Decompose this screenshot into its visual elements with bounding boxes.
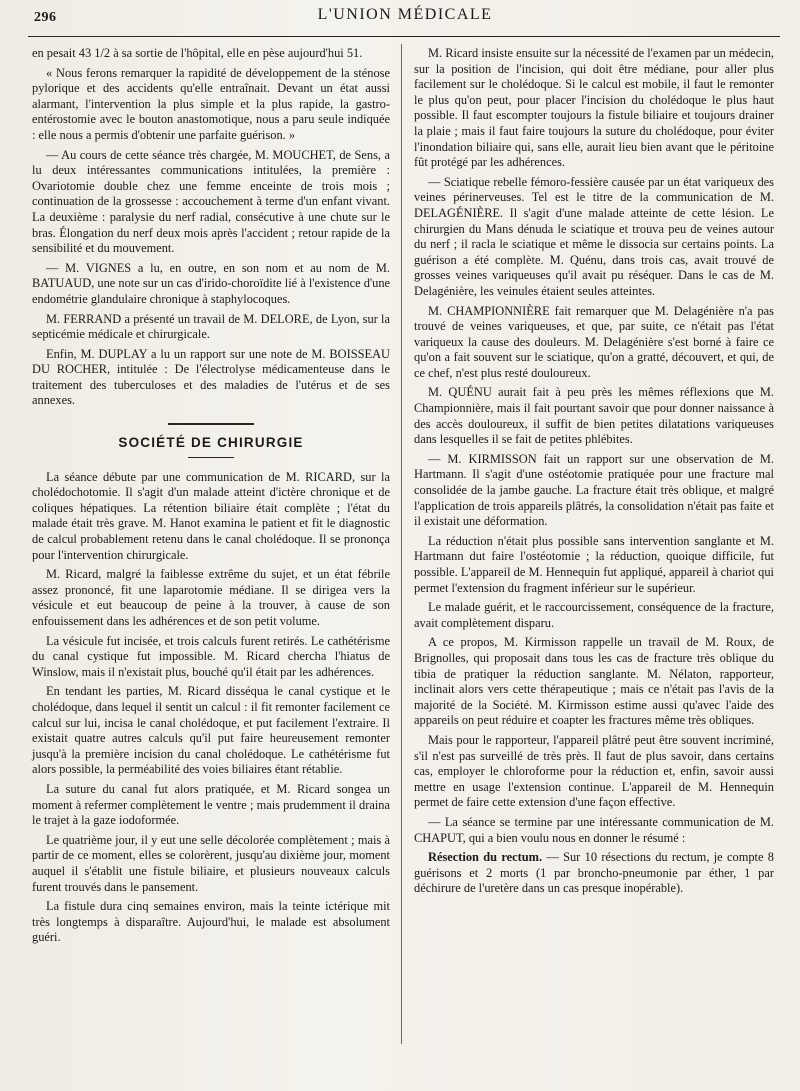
section-separator [168,423,254,425]
paragraph: La réduction n'était plus possible sans intervention sanglante et M. Hartmann dut faire l'ostéotomie ; la réduction, quoique difficile, fut possible. L'appareil de M. Hennequin fut appliqué, appareil à chariot qui permet l'extension du fragment inférieur sur le supérieur. [414,533,774,595]
page-header [28,4,782,26]
paragraph: M. Ricard, malgré la faiblesse extrême du sujet, et un état fébrile assez prononcé, fit une laparotomie médiane. Il se dirigea vers la vésicule et eut beaucoup de peine à la trouver, à cause de son enfouissement dans les adhérences et de son petit volume. [32,567,390,628]
section-underline [188,457,234,458]
running-title: L'UNION MÉDICALE [317,6,493,23]
paragraph: La séance débute par une communication de M. RICARD, sur la cholédochotomie. Il s'agit d'un malade atteint d'ictère chronique et de coliques hépatiques. La rétention biliaire était complète ; l'état du malade était très grave. M. Hanot examina le patient et fit le diagnostic de calcul probablement retenu dans le canal cholédoque. Il se prononça pour l'intervention chirurgicale. [32,469,390,562]
paragraph: Le quatrième jour, il y eut une selle décolorée complètement ; mais à partir de ce moment, elles se colorèrent, jusqu'au dixième jour, moment auquel il s'établit une fistule biliaire, et plusieurs nouveaux calculs furent trouvés dans le pansement. [32,832,390,894]
header-rule [28,36,780,37]
paragraph: — La séance se termine par une intéressante communication de M. CHAPUT, qui a bien voulu nous en donner le résumé : [414,814,774,845]
paragraph: — Sciatique rebelle fémoro-fessière causée par un état variqueux des veines périnerveuses. Tel est le titre de la communication de M. DELAGÉNIÈRE. Il s'agit d'une malade atteinte de cette lésion. Le chirurgien du Mans dénuda le sciatique et trouva peu de veines autour du nerf ; il racla le sciatique et même le dissocia sur certains points. La guérison a été complète. M. Quénu, dans trois cas, avait trouvé de grosses veines variqueuses qu'il avait pu réséquer. Dans le cas de M. Delagénière, les veinules étaient seules atteintes. [414,174,774,298]
paragraph: Le malade guérit, et le raccourcissement, conséquence de la fracture, avait complètement disparu. [414,600,774,630]
paragraph: M. QUÉNU aurait fait à peu près les mêmes réflexions que M. Championnière, mais il fait pourtant savoir que pour donner naissance à des accès douloureux, il suffit de bien petites dilatations variqueuses dans lesquelles il se fait de petites phlébites. [414,385,774,447]
paragraph: en pesait 43 1/2 à sa sortie de l'hôpital, elle en pèse aujourd'hui 51. [32,46,363,60]
section-title: SOCIÉTÉ DE CHIRURGIE [118,435,304,451]
paragraph: M. FERRAND a présenté un travail de M. DELORE, de Lyon, sur la septicémie médicale et chirurgicale. [32,311,390,342]
paragraph: A ce propos, M. Kirmisson rappelle un travail de M. Roux, de Brignolles, qui proposait dans tous les cas de fracture très oblique du tibia de pratiquer la réduction sanglante. M. Nélaton, rapporteur, inclinait alors vers cette thérapeutique ; mais ce n'était pas l'avis de la majorité de la Société. M. Kirmisson estime aussi qu'avec l'aide des appareils on peut réduire et coapter les fractures même très obliques. [414,635,774,728]
subsection-heading: Résection du rectum. [428,850,543,865]
paragraph: La vésicule fut incisée, et trois calculs furent retirés. Le cathétérisme du canal cystique fut impossible. M. Ricard chercha l'hiatus de Winslow, mais il n'existait plus, bouché qu'il était par les adhérences. [32,633,390,679]
paragraph: — M. KIRMISSON fait un rapport sur une observation de M. Hartmann. Il s'agit d'une ostéotomie pratiquée pour une fracture mal consolidée de la jambe gauche. La fracture était très oblique, et malgré l'application de trois appareils plâtrés, la consolidation n'était pas faite et il existait une déformation. [414,451,774,529]
paragraph: — M. VIGNES a lu, en outre, en son nom et au nom de M. BATUAUD, une note sur un cas d'irido-choroïdite lié à l'existence d'une endométrie glandulaire chronique à staphylocoques. [32,260,391,306]
paragraph: « Nous ferons remarquer la rapidité de développement de la sténose pylorique et des accidents qu'elle entraînait. Devant un état aussi alarmant, l'intervention la plus simple et la plus rapide, la gastro-entérostomie avec le bouton anastomotique, nous a paru seule indiquée : elle nous a permis d'obtenir une parfaite guérison. » [32,65,390,142]
paragraph [414,850,774,897]
paragraph: M. Ricard insiste ensuite sur la nécessité de l'examen par un médecin, sur la position de l'incision, qui doit être médiane, pour aller plus facilement sur le cholédoque. Si le calcul est mobile, il faut le remonter le plus qu'on peut, pour placer l'incision du cholédoque le plus haut possible. Il faut escompter toujours la fistule biliaire et toujours drainer la plaie ; mais il faut faire toujours la suture du cholédoque, pour éviter l'inondation biliaire qui, sans elle, aurait lieu bien avant que le péritoine fût protégé par les adhérences. [414,46,774,170]
paragraph: La suture du canal fut alors pratiquée, et M. Ricard songea un moment à refermer complètement le ventre ; mais prudemment il draina le trajet à la gaze iodoformée. [32,781,390,828]
paragraph: La fistule dura cinq semaines environ, mais la teinte ictérique mit très longtemps à disparaître. Aujourd'hui, le malade est absolument guéri. [32,899,390,945]
right-column [414,46,774,901]
paragraph: En tendant les parties, M. Ricard disséqua le canal cystique et le cholédoque, dans lequel il sentit un calcul : il fit remonter facilement ce calcul sur lui, incisa le canal cholédoque, et put facilement l'extraire. Il existait quatre autres calculs qu'il put faire heureusement remonter jusqu'à la première incision du canal cholédoque. Le cathétérisme fut alors possible, la perméabilité des voies biliaires étant rétablie. [32,684,390,777]
paragraph: — Au cours de cette séance très chargée, M. MOUCHET, de Sens, a lu deux intéressantes communications intitulées, la première : Ovariotomie double chez une femme enceinte de trois mois ; continuation de la grossesse : accouchement à terme d'un enfant vivant. La deuxième : paralysie du nerf radial, consécutive à une chute sur le bras. Élongation du nerf deux mois après l'accident ; retour rapide de la sensibilité et du mouvement. [32,147,390,256]
left-column [32,46,390,950]
paragraph: M. CHAMPIONNIÈRE fait remarquer que M. Delagénière n'a pas trouvé de veines variqueuses, et que, par suite, ce n'était pas l'état variqueux la cause des douleurs. M. Delagénière s'est borné à faire ce qu'on a fait souvent sur le sciatique, qu'on a gratté, découvert, et qui, de ce chef, n'est plus resté douloureux. [414,303,774,380]
paragraph: Mais pour le rapporteur, l'appareil plâtré peut être souvent incriminé, s'il n'est pas surveillé de très près. Il faut de plus savoir, dans certains cas, employer le chloroforme pour la réduction et, enfin, savoir aussi mettre en usage l'extension continue. L'appareil de M. Hennequin permet de faire cette extension d'une façon effective. [414,732,774,810]
column-divider [401,44,402,1044]
paragraph: Enfin, M. DUPLAY a lu un rapport sur une note de M. BOISSEAU DU ROCHER, intitulée : De l'électrolyse médicamenteuse dans le traitement des tuberculoses et des maladies de l'utérus et de ses annexes. [32,346,390,408]
page-number: 296 [34,10,57,25]
subsection-body: — Sur 10 résections du rectum, je compte 8 guérisons et 2 morts (1 par broncho-pneumonie par éther, 1 par déchirure de l'uretère dans un cas presque inopérable). [414,850,774,896]
